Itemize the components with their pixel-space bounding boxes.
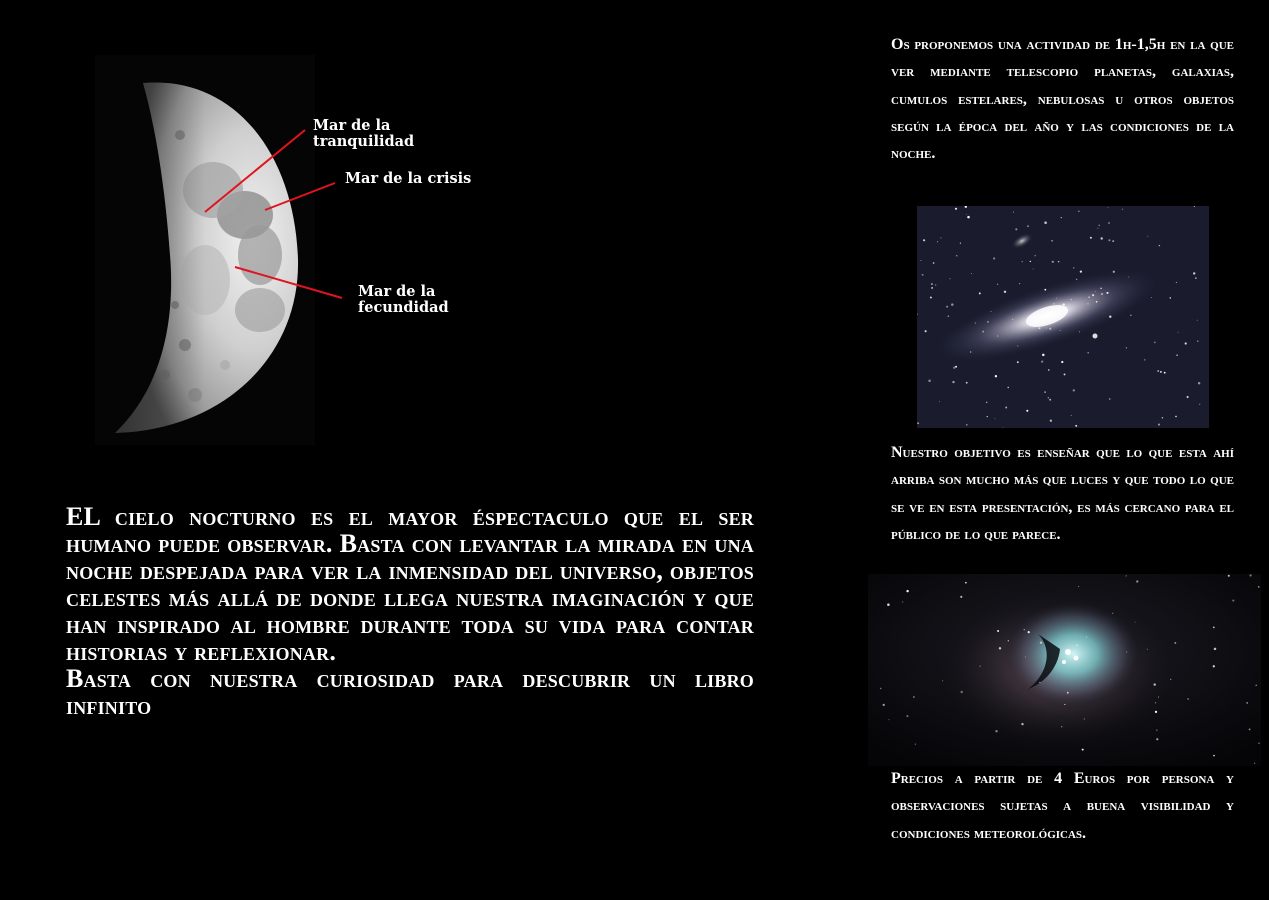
star <box>966 382 968 384</box>
star <box>1097 228 1098 229</box>
star <box>1079 331 1080 332</box>
star <box>1113 271 1115 273</box>
star <box>1042 354 1045 357</box>
star <box>1100 237 1102 239</box>
star <box>1176 354 1177 355</box>
star <box>1195 277 1197 279</box>
star <box>920 260 921 261</box>
star <box>1198 382 1200 384</box>
star <box>1109 398 1110 399</box>
star <box>940 237 941 238</box>
star <box>1147 236 1148 237</box>
star <box>1027 225 1029 227</box>
star <box>1051 240 1053 242</box>
star <box>965 582 967 584</box>
star <box>1078 211 1079 212</box>
star <box>906 715 908 717</box>
star <box>1213 755 1215 757</box>
star <box>1071 415 1072 416</box>
prices-conditions: Precios a partir de 4 Euros por persona y observaciones sujetas a buena visibilidad y condiciones meteorológicas. <box>891 770 1234 842</box>
star <box>1041 361 1043 363</box>
label-mar-crisis: Mar de la crisis <box>345 170 472 187</box>
star <box>1187 396 1189 398</box>
star <box>1213 627 1215 629</box>
star <box>1228 575 1230 577</box>
star <box>1095 291 1096 292</box>
star <box>1098 224 1100 226</box>
star <box>1128 277 1129 278</box>
star <box>930 296 932 298</box>
star <box>1197 341 1198 342</box>
star <box>1076 644 1078 646</box>
star <box>1039 682 1040 683</box>
star <box>1174 642 1176 644</box>
star <box>1064 373 1066 375</box>
star <box>982 331 984 333</box>
star <box>1135 622 1136 623</box>
star <box>880 688 882 690</box>
star <box>922 274 924 276</box>
star <box>987 416 988 417</box>
star <box>1075 425 1077 427</box>
star <box>993 257 995 259</box>
star <box>1004 291 1006 293</box>
star <box>1073 389 1075 391</box>
star <box>991 311 992 312</box>
star <box>967 216 970 219</box>
star <box>999 647 1001 649</box>
star <box>1258 743 1259 744</box>
star <box>1048 369 1049 370</box>
star <box>1112 613 1113 614</box>
star <box>1050 420 1052 422</box>
star <box>979 292 981 294</box>
star <box>970 351 971 352</box>
star <box>1122 209 1123 210</box>
star <box>1063 303 1065 305</box>
star <box>1100 288 1101 289</box>
star <box>1170 679 1171 680</box>
star <box>1136 580 1138 582</box>
star <box>1038 327 1040 329</box>
main-paragraph-2: Basta con nuestra curiosidad para descubrir un libro infinito <box>66 664 754 720</box>
star <box>1147 649 1148 650</box>
star <box>1108 207 1109 208</box>
star <box>1193 272 1195 274</box>
star <box>956 255 958 257</box>
star <box>997 335 998 336</box>
star <box>883 704 885 706</box>
star <box>933 262 935 264</box>
star <box>966 214 967 215</box>
star <box>1015 228 1017 230</box>
moon-figure <box>95 55 495 445</box>
star <box>1012 319 1013 320</box>
star <box>1258 586 1260 588</box>
star <box>1087 352 1089 354</box>
star <box>925 330 927 332</box>
star <box>1071 299 1072 300</box>
star <box>1159 245 1160 246</box>
star <box>1092 294 1094 296</box>
star <box>1108 222 1110 224</box>
star <box>1255 685 1256 686</box>
star <box>1021 723 1023 725</box>
goal-description: Nuestro objetivo es enseñar que lo que esta ahí arriba son mucho más que luces y que todo lo que se ve en esta presentación, es más cercano para el público de lo que parece. <box>891 444 1234 543</box>
star <box>1112 240 1114 242</box>
star <box>1156 738 1158 740</box>
star <box>928 380 931 383</box>
star <box>986 401 988 403</box>
star <box>1101 293 1103 295</box>
star <box>1246 702 1248 704</box>
star <box>1082 749 1084 751</box>
star <box>1160 371 1162 373</box>
star <box>1080 270 1082 272</box>
star <box>1034 255 1036 257</box>
star <box>939 401 940 402</box>
star <box>1061 361 1063 363</box>
star <box>975 322 976 323</box>
star <box>1154 683 1156 685</box>
star <box>1090 237 1092 239</box>
star <box>955 366 957 368</box>
star <box>1053 303 1054 304</box>
star <box>1025 656 1026 657</box>
nebula-photo <box>868 574 1261 766</box>
main-description <box>66 503 754 719</box>
star <box>1005 407 1007 409</box>
star <box>923 239 925 241</box>
star <box>1088 303 1089 304</box>
star <box>935 284 936 285</box>
star <box>1130 315 1131 316</box>
star <box>1008 640 1009 641</box>
star <box>1151 297 1152 298</box>
star <box>953 367 955 369</box>
star <box>997 630 999 632</box>
star <box>1017 346 1018 347</box>
star <box>1144 359 1145 360</box>
star <box>931 283 932 284</box>
star <box>1106 292 1108 294</box>
star <box>913 696 914 697</box>
star <box>1033 269 1034 270</box>
star <box>966 424 968 426</box>
star <box>1156 730 1157 731</box>
star <box>1067 692 1069 694</box>
star <box>1254 763 1255 764</box>
star <box>994 418 995 419</box>
star <box>1158 424 1160 426</box>
star <box>1162 417 1164 419</box>
star <box>1155 711 1157 713</box>
star <box>995 375 997 377</box>
star <box>960 691 962 693</box>
star <box>1061 726 1062 727</box>
star <box>917 422 919 424</box>
star <box>1019 283 1020 284</box>
star <box>1076 279 1077 280</box>
star <box>960 243 961 244</box>
star <box>1176 282 1177 283</box>
star <box>1017 361 1019 363</box>
main-paragraph-1: EL cielo nocturno es el mayor éspectaculo que el ser humano puede observar. Basta con levantar la mirada en una noche despejada para ver la inmensidad del universo, objetos celestes más allá de donde llega nuestra imaginación y que han inspirado al hombre durante toda su vida para contar historias y reflexionar. <box>66 502 754 666</box>
star <box>1157 370 1159 372</box>
star <box>1175 416 1176 417</box>
star <box>952 381 954 383</box>
star <box>1046 328 1047 329</box>
star <box>980 666 981 667</box>
star <box>1249 574 1251 576</box>
star <box>1108 239 1110 241</box>
star <box>1060 330 1061 331</box>
star <box>951 303 954 306</box>
star <box>1214 648 1217 651</box>
star <box>906 590 908 592</box>
star <box>1155 702 1156 703</box>
star <box>942 680 943 681</box>
star <box>902 602 903 603</box>
star <box>1249 728 1251 730</box>
star <box>1061 217 1062 218</box>
star <box>1044 391 1046 393</box>
star <box>1086 637 1087 638</box>
star <box>1126 652 1127 653</box>
star <box>1049 399 1051 401</box>
star <box>1154 342 1156 344</box>
star <box>1187 698 1188 699</box>
star <box>1028 631 1030 633</box>
star <box>946 306 948 308</box>
star <box>960 596 962 598</box>
star <box>949 278 950 279</box>
star <box>1164 372 1166 374</box>
star <box>1044 221 1047 224</box>
star <box>1064 704 1065 705</box>
star <box>1126 347 1127 348</box>
star <box>1199 404 1200 405</box>
star <box>887 603 890 606</box>
star <box>1049 328 1051 330</box>
activity-intro: Os proponemos una actividad de 1h-1,5h en la que ver mediante telescopio planetas, galaxias, cumulos estelares, nebulosas u otros objetos según la época del año y las condiciones de la noche. <box>891 36 1234 163</box>
star <box>948 315 950 317</box>
star <box>1178 332 1179 333</box>
star <box>1046 318 1047 319</box>
star <box>1024 629 1025 630</box>
star <box>1084 718 1085 719</box>
star <box>1213 665 1215 667</box>
star <box>888 719 889 720</box>
star <box>1052 261 1054 263</box>
orion-nebula <box>1003 599 1143 709</box>
star <box>1073 267 1074 268</box>
moon-image <box>95 55 495 445</box>
label-mar-fecundidad: Mar de la fecundidad <box>358 283 449 316</box>
star <box>1040 641 1042 643</box>
star <box>1126 575 1127 576</box>
label-mar-tranquilidad: Mar de la tranquilidad <box>313 117 415 150</box>
star <box>987 321 989 323</box>
star <box>1026 410 1028 412</box>
star <box>1058 261 1060 263</box>
star <box>1056 298 1057 299</box>
star <box>1048 397 1050 399</box>
star <box>1185 342 1187 344</box>
star <box>1197 320 1198 321</box>
star <box>915 743 916 744</box>
star <box>1007 387 1009 389</box>
star <box>1013 212 1014 213</box>
star <box>1109 315 1111 317</box>
star <box>997 284 998 285</box>
star <box>937 241 938 242</box>
star <box>971 273 972 274</box>
star <box>1170 297 1172 299</box>
star <box>1158 697 1159 698</box>
star <box>1044 289 1046 291</box>
star <box>1030 261 1031 262</box>
galaxy-photo <box>917 206 1209 428</box>
star <box>931 287 933 289</box>
star <box>1022 261 1023 262</box>
star <box>1078 586 1079 587</box>
star <box>1088 297 1089 298</box>
star <box>955 208 957 210</box>
star <box>1096 301 1098 303</box>
star <box>1232 600 1234 602</box>
star <box>995 730 997 732</box>
